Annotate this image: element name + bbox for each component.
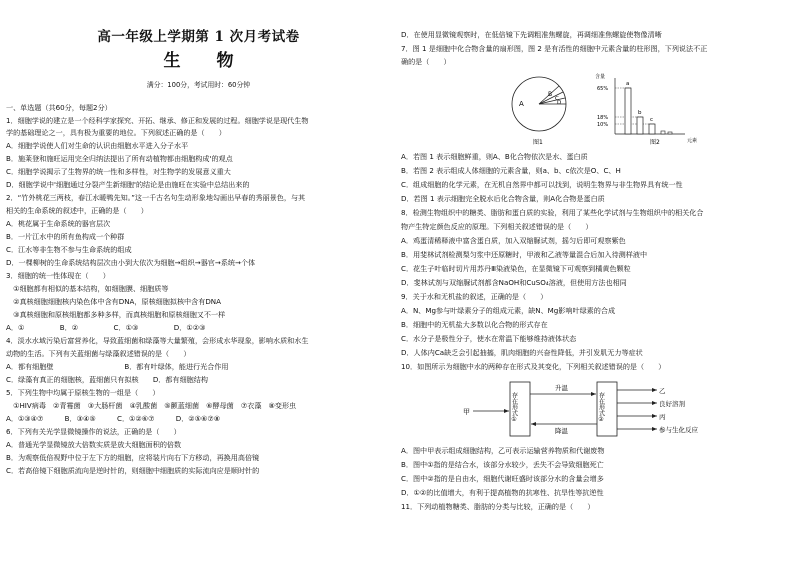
output-solvent: 良好溶剂 <box>659 400 685 408</box>
figure-10 <box>457 378 707 440</box>
question-line: 5．下列生物中均属于原核生物的一组是（ ） <box>6 388 160 397</box>
arrow-down-label: 降温 <box>555 427 568 435</box>
subject-title <box>0 46 397 71</box>
pie-label-b: B <box>548 91 553 98</box>
subject-char-2: 物 <box>216 51 234 71</box>
option-line: B．一片江水中的所有鱼构成一个种群 <box>6 232 125 241</box>
option-line: D．在使用显微镜观察时，在低倍镜下先调粗准焦螺旋，再调细准焦螺旋使物像清晰 <box>401 30 662 39</box>
subject-char-1: 生 <box>163 51 181 71</box>
bar-b <box>637 117 643 134</box>
bar-c <box>649 124 655 134</box>
pie-label-c: C <box>555 96 559 102</box>
output-yi: 乙 <box>659 387 666 395</box>
exam-title: 高一年级上学期第 1 次月考试卷 <box>97 29 300 45</box>
option-line: A．图中甲表示组成细胞结构，乙可表示运输营养物质和代谢废物 <box>401 446 605 455</box>
question-line: 相关的生命系统的叙述中，正确的是（ ） <box>6 206 148 215</box>
question-line: 10．如图所示为细胞中水的两种存在形式及其变化，下列相关叙述错误的是（ ） <box>401 362 666 371</box>
pie-label-d: D <box>557 100 562 106</box>
option-line: D．一棵柳树的生命系统结构层次由小到大依次为细胞→组织→器官→系统→个体 <box>6 258 256 267</box>
option-line: A．桃花属于生命系统的器官层次 <box>6 219 111 228</box>
exam-meta: 满分：100分，考试用时：60分钟 <box>146 81 251 89</box>
option-line: A．①③④⑦ B．③④⑤ C．①②⑥⑦ D．②⑤⑥⑦⑧ <box>6 414 221 423</box>
ytick-18: 18% <box>597 115 609 121</box>
option-line: A．N、Mg参与叶绿素分子的组成元素，缺N、Mg影响叶绿素的合成 <box>401 306 616 315</box>
arrow-up-label: 升温 <box>555 384 568 392</box>
option-line: C．细胞学说揭示了生物界的统一性和多样性，对生物学的发展意义重大 <box>6 167 231 176</box>
statement-line: ①细胞都有相似的基本结构，如细胞膜、细胞质等 <box>6 284 169 293</box>
output-reaction: 参与生化反应 <box>659 426 698 434</box>
box1-text: 存在形式① <box>510 392 518 423</box>
option-line: B．用斐林试剂检测梨匀浆中还原糖时，甲液和乙液等量混合后加入待测样液中 <box>401 250 648 259</box>
question-line: 动物的生活。下列有关蓝细菌与绿藻叙述错误的是（ ） <box>6 349 191 358</box>
statement-line: ①HIV病毒 ②青霉菌 ③大肠杆菌 ④乳酸菌 ⑤颤蓝细菌 ⑥酵母菌 ⑦衣藻 ⑧变形虫 <box>6 401 297 410</box>
fig2-xlabel: 元素 <box>687 138 698 144</box>
bar-label-a: a <box>626 81 630 87</box>
question-line: 1．细胞学说的建立是一个经科学家探究、开拓、继承、修正和发展的过程。细胞学说是现代生物 <box>6 116 309 125</box>
fig2-ylabel: 含量 <box>595 74 606 80</box>
option-line: D．人体内Ca缺乏会引起抽搐，肌肉细胞的兴奋性降低，并引发肌无力等症状 <box>401 348 643 357</box>
option-line: B．细胞中的无机盐大多数以化合物的形式存在 <box>401 320 548 329</box>
question-line: 11．下列动植物糖类、脂肪的分类与比较，正确的是（ ） <box>401 502 595 511</box>
option-line: B．若图 2 表示组成人体细胞的元素含量，则a、b、c依次是O、C、H <box>401 166 621 175</box>
fig10-jia: 甲 <box>463 408 470 416</box>
question-line: 2．“竹外桃花三两枝，春江水暖鸭先知。”这一千古名句生动形象地勾画出早春的秀丽景色，与其 <box>6 193 306 202</box>
ytick-65: 65% <box>597 86 609 92</box>
box2-text: 存在形式② <box>597 392 605 423</box>
pie-label-a: A <box>519 100 524 108</box>
question-line: 确的是（ ） <box>401 57 451 66</box>
question-line: 9．关于水和无机盐的叙述，正确的是（ ） <box>401 292 548 301</box>
option-line: A．若图 1 表示细胞鲜重，则A、B化合物依次是水、蛋白质 <box>401 152 588 161</box>
bar-label-b: b <box>638 110 642 116</box>
option-line: D．斐林试剂与双缩脲试剂都含NaOH和CuSO₄溶液，但使用方法也相同 <box>401 278 627 287</box>
question-line: 8．检测生物组织中的糖类、脂肪和蛋白质的实验，利用了某些化学试剂与生物组织中的相关化合 <box>401 208 704 217</box>
bar-chart-fig2 <box>595 73 697 146</box>
figure-7 <box>505 70 705 150</box>
statement-line: ②真核细胞细胞核内染色体中含有DNA，原核细胞拟核中含有DNA <box>6 297 221 306</box>
option-line: C．花生子叶临时切片用苏丹Ⅲ染液染色，在显微镜下可观察到橘黄色颗粒 <box>401 264 631 273</box>
option-line: C．若高倍镜下细胞质流向是逆时针的，则细胞中细胞质的实际流向应是顺时针的 <box>6 466 260 475</box>
option-line: C．图中②指的是自由水，细胞代谢旺盛时该部分水的含量会增多 <box>401 474 604 483</box>
option-line: D．①②的比值增大，有利于提高植物的抗寒性、抗旱性等抗逆性 <box>401 488 604 497</box>
option-line: B．为观察低倍视野中位于左下方的细胞，应将装片向右下方移动，再换用高倍镜 <box>6 453 260 462</box>
question-line: 6．下列有关光学显微镜操作的说法，正确的是（ ） <box>6 427 181 436</box>
option-line: D．若图 1 表示细胞完全脱水后化合物含量，则A化合物是蛋白质 <box>401 194 605 203</box>
option-line: A．① B．② C．①③ D．①②③ <box>6 323 206 332</box>
bar-a <box>625 88 631 134</box>
question-line: 3．细胞的统一性体现在（ ） <box>6 271 110 280</box>
option-line: C．绿藻有真正的细胞核，蓝细菌只有拟核 D．都有细胞结构 <box>6 375 208 384</box>
statement-line: ③真核细胞和原核细胞都多种多样，而真核细胞和原核细胞又不一样 <box>6 310 226 319</box>
output-bing: 丙 <box>659 413 666 421</box>
question-line: 物产生特定颜色反应的原理。下列相关叙述错误的是（ ） <box>401 222 593 231</box>
question-line: 7．图 1 是细胞中化合物含量的扇形图，图 2 是有活性的细胞中元素含量的柱形图，下列说法不正 <box>401 44 708 53</box>
fig1-caption: 图1 <box>533 139 543 146</box>
option-line: A．普通光学显微镜放大倍数实质是放大细胞面积的倍数 <box>6 440 182 449</box>
option-line: D．细胞学说中'细胞通过分裂产生新细胞'的结论是由施旺在实验中总结出来的 <box>6 180 250 189</box>
section-heading: 一、单选题（共60分，每题2分） <box>6 103 112 112</box>
bar-label-c: c <box>650 117 654 123</box>
option-line: B．图中①指的是结合水，该部分水较少，丢失不会导致细胞死亡 <box>401 460 604 469</box>
option-line: A．细胞学说使人们对生命的认识由细胞水平进入分子水平 <box>6 141 189 150</box>
option-line: A．鸡蛋清稀释液中富含蛋白质，加入双缩脲试剂，摇匀后即可观察紫色 <box>401 236 626 245</box>
pie-chart-fig1 <box>512 77 566 146</box>
question-line: 学的基础理论之一，具有极为重要的地位。下列叙述正确的是（ ） <box>6 128 226 137</box>
ytick-10: 10% <box>597 122 609 128</box>
option-line: B．施莱登和施旺运用完全归纳法提出了所有动植物都由细胞构成'的观点 <box>6 154 233 163</box>
option-line: C．水分子是极性分子，使水在常温下能够维持液体状态 <box>401 334 577 343</box>
option-line: C．组成细胞的化学元素，在无机自然界中都可以找到，说明生物界与非生物界具有统一性 <box>401 180 683 189</box>
option-line: A．都有细胞壁 B．都有叶绿体，能进行光合作用 <box>6 362 229 371</box>
option-line: C．江水等非生物不参与生命系统的组成 <box>6 245 132 254</box>
fig2-caption: 图2 <box>650 139 660 146</box>
question-line: 4．淡水水域污染后富营养化，导致蓝细菌和绿藻等大量繁殖，会形成水华现象，影响水质和水生 <box>6 336 309 345</box>
